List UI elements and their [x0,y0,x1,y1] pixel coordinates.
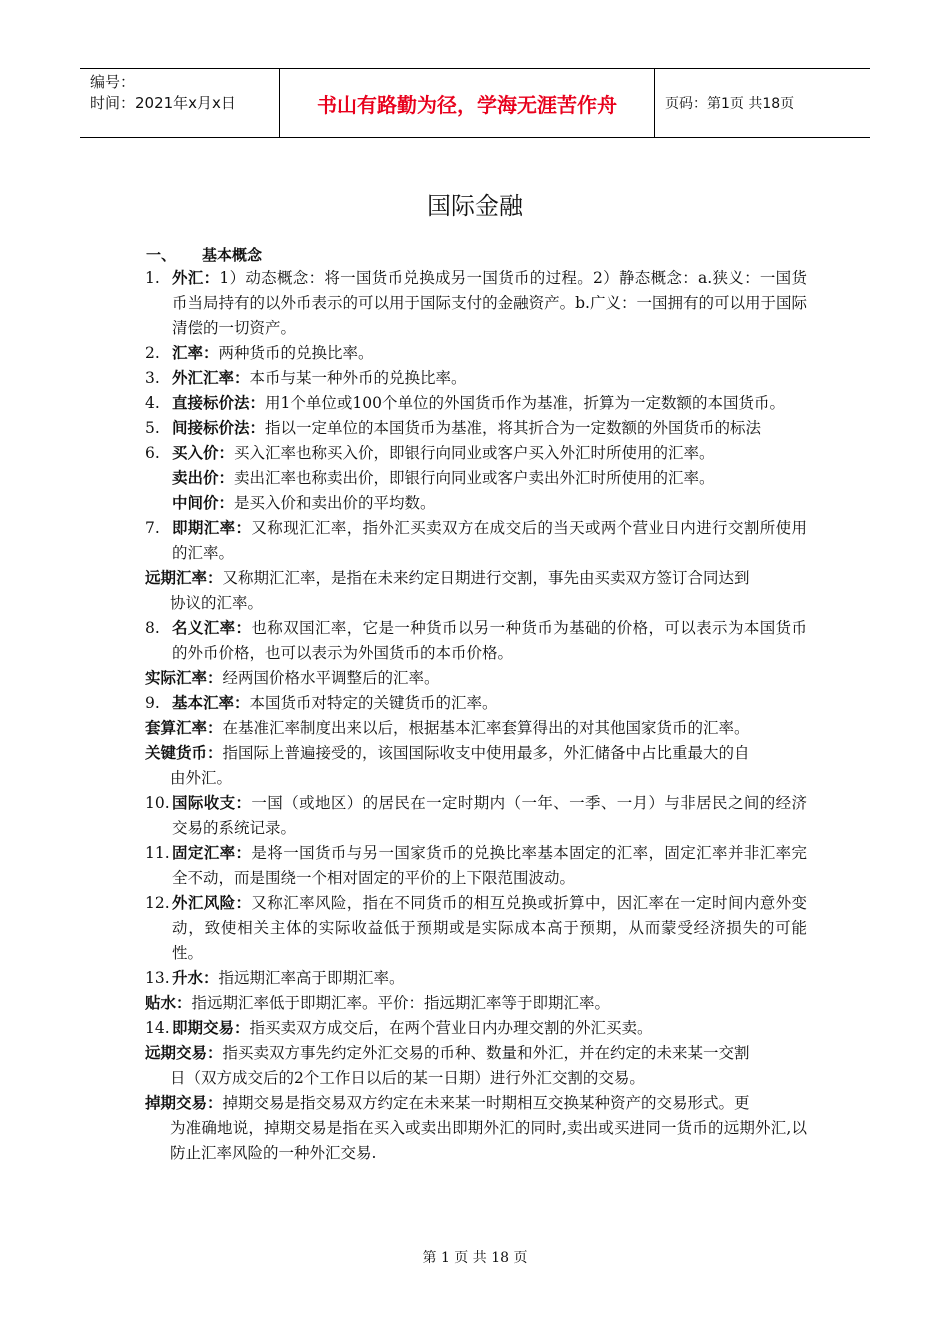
header-table [80,68,870,138]
term-definition: 是买入价和卖出价的平均数。 [234,494,436,512]
term-definition: 买入汇率也称买入价，即银行向同业或客户买入外汇时所使用的汇率。 [234,444,715,462]
definition-list [145,266,807,1166]
term-definition-continued: 协议的汇率。 [170,594,264,612]
item-number: 5. [145,419,160,437]
motto: 书山有路勤为径，学海无涯苦作舟 [280,69,655,137]
term-label: 国际收支： [172,794,252,812]
item-number: 11. [145,844,170,862]
term-definition: 两种货币的兑换比率。 [218,344,374,362]
header-left-cell [80,69,280,137]
term-label: 即期交易： [172,1019,250,1037]
item-number: 6. [145,444,160,462]
item-number: 4. [145,394,160,412]
number-label: 编号： [90,73,136,91]
document-title: 国际金融 [427,192,523,220]
term-definition: 指买卖双方事先约定外汇交易的币种、数量和外汇，并在约定的未来某一交割 [222,1044,750,1062]
term-definition: 1）动态概念：将一国货币兑换成另一国货币的过程。2）静态概念：a.狭义：一国货币当局持有的以外币表示的可以用于国际支付的金融资产。b.广义：一国拥有的可以用于国际清偿的一切资产。 [172,269,807,337]
term-label: 外汇： [172,269,220,287]
definition-item [145,966,807,991]
definition-item [145,716,807,741]
term-definition-continued: 由外汇。 [170,769,233,787]
term-definition-continued: 为准确地说，掉期交易是指在买入或卖出即期外汇的同时,卖出或买进同一货币的远期外汇,以防止汇率风险的一种外汇交易. [170,1119,807,1162]
definition-item [145,366,807,391]
term-definition: 又称汇率风险，指在不同货币的相互兑换或折算中，因汇率在一定时间内意外变动，致使相关主体的实际收益低于预期或是实际成本高于预期，从而蒙受经济损失的可能性。 [172,894,807,962]
term-definition: 又称期汇汇率，是指在未来约定日期进行交割，事先由买卖双方签订合同达到 [222,569,750,587]
section-number: 一、 [146,246,177,264]
section-heading [146,244,262,265]
time-label: 时间：2021年x月x日 [90,94,236,112]
term-definition: 卖出汇率也称卖出价，即银行向同业或客户卖出外汇时所使用的汇率。 [234,469,715,487]
term-label: 名义汇率： [172,619,252,637]
term-label: 贴水： [145,994,192,1012]
definition-item [145,1016,807,1041]
term-label: 基本汇率： [172,694,250,712]
term-label: 关键货币： [145,744,223,762]
term-label: 外汇风险： [172,894,252,912]
term-label: 即期汇率： [172,519,252,537]
definition-item [145,416,807,441]
definition-item [145,491,807,516]
definition-item [145,991,807,1016]
section-title: 基本概念 [202,246,263,264]
definition-item [145,741,807,791]
item-number: 8. [145,619,160,637]
definition-item [145,466,807,491]
item-number: 12. [145,894,170,912]
term-definition: 本国货币对特定的关键货币的汇率。 [249,694,498,712]
definition-item [145,841,807,891]
definition-item [145,691,807,716]
term-label: 固定汇率： [172,844,252,862]
item-number: 3. [145,369,160,387]
item-number: 10. [145,794,170,812]
definition-item [145,1041,807,1091]
term-definition: 用1个单位或100个单位的外国货币作为基准，折算为一定数额的本国货币。 [265,394,785,412]
term-label: 汇率： [172,344,219,362]
item-number: 14. [145,1019,170,1037]
term-definition: 指买卖双方成交后，在两个营业日内办理交割的外汇买卖。 [249,1019,653,1037]
term-label: 升水： [172,969,219,987]
term-definition: 本币与某一种外币的兑换比率。 [249,369,467,387]
definition-item [145,891,807,966]
term-label: 卖出价： [172,469,235,487]
definition-item [145,266,807,341]
definition-item [145,566,807,616]
term-definition-continued: 日（双方成交后的2个工作日以后的某一日期）进行外汇交割的交易。 [170,1069,645,1087]
item-number: 9. [145,694,160,712]
term-label: 买入价： [172,444,235,462]
definition-item [145,341,807,366]
term-definition: 一国（或地区）的居民在一定时期内（一年、一季、一月）与非居民之间的经济交易的系统记录。 [172,794,807,837]
term-definition: 是将一国货币与另一国家货币的兑换比率基本固定的汇率，固定汇率并非汇率完全不动，而是围绕一个相对固定的平价的上下限范围波动。 [172,844,807,887]
item-number: 2. [145,344,160,362]
term-label: 间接标价法： [172,419,266,437]
definition-item [145,516,807,566]
page-info: 页码：第1页 共18页 [665,96,795,112]
item-number: 7. [145,519,160,537]
term-definition: 也称双国汇率，它是一种货币以另一种货币为基础的价格，可以表示为本国货币的外币价格，也可以表示为外国货币的本币价格。 [172,619,807,662]
definition-item [145,666,807,691]
term-definition: 指远期汇率高于即期汇率。 [218,969,405,987]
term-label: 远期汇率： [145,569,223,587]
definition-item [145,616,807,666]
term-label: 套算汇率： [145,719,223,737]
item-number: 13. [145,969,170,987]
term-label: 远期交易： [145,1044,223,1062]
term-label: 直接标价法： [172,394,266,412]
definition-item [145,1091,807,1166]
term-definition: 指远期汇率低于即期汇率。平价：指远期汇率等于即期汇率。 [191,994,611,1012]
term-definition: 又称现汇汇率，指外汇买卖双方在成交后的当天或两个营业日内进行交割所使用的汇率。 [172,519,807,562]
page-footer: 第 1 页 共 18 页 [422,1250,528,1266]
term-definition: 指以一定单位的本国货币为基准，将其折合为一定数额的外国货币的标法 [265,419,762,437]
term-definition: 指国际上普遍接受的，该国国际收支中使用最多，外汇储备中占比重最大的自 [222,744,750,762]
term-label: 外汇汇率： [172,369,250,387]
term-label: 掉期交易： [145,1094,223,1112]
definition-item [145,391,807,416]
definition-item [145,791,807,841]
item-number: 1. [145,269,160,287]
term-label: 实际汇率： [145,669,223,687]
definition-item [145,441,807,466]
term-definition: 经两国价格水平调整后的汇率。 [222,669,440,687]
term-label: 中间价： [172,494,235,512]
term-definition: 在基准汇率制度出来以后，根据基本汇率套算得出的对其他国家货币的汇率。 [222,719,750,737]
term-definition: 掉期交易是指交易双方约定在未来某一时期相互交换某种资产的交易形式。更 [222,1094,750,1112]
